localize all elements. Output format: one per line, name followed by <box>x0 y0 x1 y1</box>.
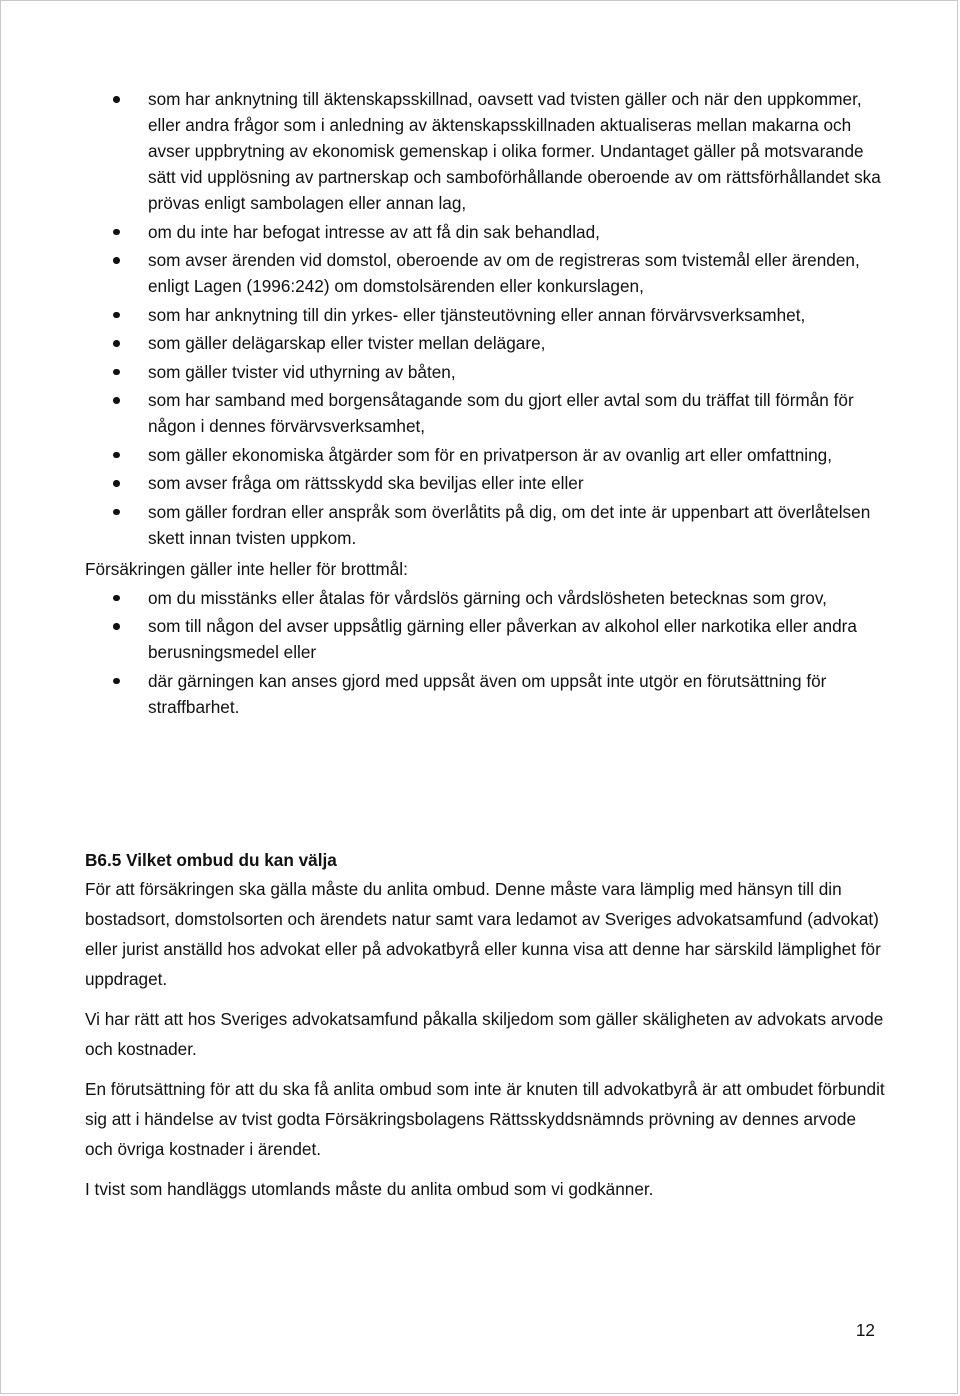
list-item: om du inte har befogat intresse av att få din sak behandlad, <box>85 219 885 245</box>
paragraph: Vi har rätt att hos Sveriges advokatsamfund påkalla skiljedom som gäller skäligheten av advokats arvode och kostnader. <box>85 1009 884 1059</box>
paragraph: För att försäkringen ska gälla måste du anlita ombud. Denne måste vara lämplig med hänsyn till din bostadsort, domstolsorten och ärendets natur samt vara ledamot av Sveriges advokatsamfund (advokat) eller jurist anställd hos advokat eller på advokatbyrå eller kunna visa att denne har särskild lämplighet för uppdraget. <box>85 879 881 989</box>
list-item: där gärningen kan anses gjord med uppsåt även om uppsåt inte utgör en förutsättning för straffbarhet. <box>85 668 885 720</box>
list-item: om du misstänks eller åtalas för vårdslös gärning och vårdslösheten betecknas som grov, <box>85 585 885 611</box>
civil-exclusions-list <box>85 86 885 551</box>
criminal-exclusions-list <box>85 585 885 720</box>
list-item: som har anknytning till äktenskapsskillnad, oavsett vad tvisten gäller och när den uppkommer, eller andra frågor som i anledning av äktenskapsskillnaden aktualiseras mellan makarna och avser uppbrytning av ekonomisk gemenskap i olika former. Undantaget gäller på motsvarande sätt vid upplösning av partnerskap och samboförhållande oberoende av om rättsförhållandet ska prövas enligt sambolagen eller annan lag, <box>85 86 885 216</box>
section-heading: B6.5 Vilket ombud du kan välja <box>85 850 337 870</box>
list-item: som gäller fordran eller anspråk som överlåtits på dig, om det inte är uppenbart att överlåtelsen skett innan tvisten uppkom. <box>85 499 885 551</box>
section-body <box>85 874 885 1214</box>
list-item: som har samband med borgensåtagande som du gjort eller avtal som du träffat till förmån för någon i dennes förvärvsverksamhet, <box>85 387 885 439</box>
list-item: som till någon del avser uppsåtlig gärning eller påverkan av alkohol eller narkotika eller andra berusningsmedel eller <box>85 613 885 665</box>
list-item: som gäller delägarskap eller tvister mellan delägare, <box>85 330 885 356</box>
paragraph: I tvist som handläggs utomlands måste du anlita ombud som vi godkänner. <box>85 1179 654 1199</box>
paragraph: En förutsättning för att du ska få anlita ombud som inte är knuten till advokatbyrå är att ombudet förbundit sig att i händelse av tvist godta Försäkringsbolagens Rättsskyddsnämnds prövning av dennes arvode och övriga kostnader i ärendet. <box>85 1079 885 1159</box>
list-item: som gäller tvister vid uthyrning av båten, <box>85 359 885 385</box>
list-item: som gäller ekonomiska åtgärder som för en privatperson är av ovanlig art eller omfattning, <box>85 442 885 468</box>
list-item: som avser ärenden vid domstol, oberoende av om de registreras som tvistemål eller ärenden, enligt Lagen (1996:242) om domstolsärenden eller konkurslagen, <box>85 247 885 299</box>
page-number: 12 <box>855 1320 875 1340</box>
list-item: som har anknytning till din yrkes- eller tjänsteutövning eller annan förvärvsverksamhet, <box>85 302 885 328</box>
criminal-intro: Försäkringen gäller inte heller för brottmål: <box>85 558 408 579</box>
list-item: som avser fråga om rättsskydd ska beviljas eller inte eller <box>85 470 885 496</box>
exclusions-block <box>85 86 885 722</box>
